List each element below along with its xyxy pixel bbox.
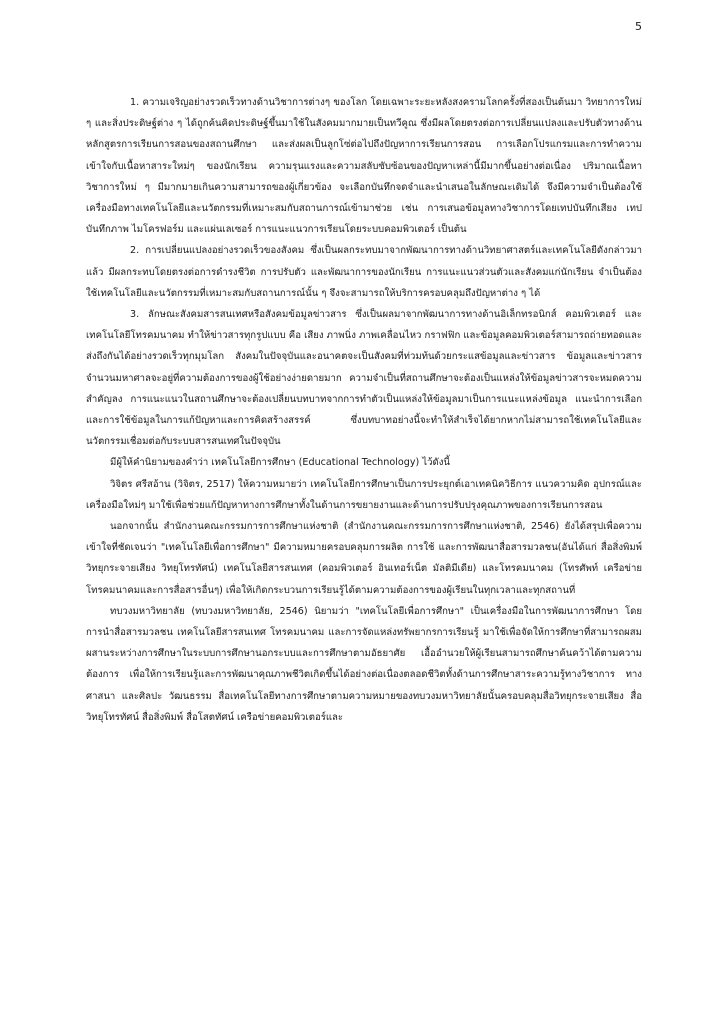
paragraph-world-knowledge-growth: 1. ความเจริญอย่างรวดเร็วทางด้านวิชาการต่างๆ ของโลก โดยเฉพาะระยะหลังสงครามโลกครั้งที่สองเป็นต้นมา วิทยาการใหม่ ๆ และสิ่งประดิษฐ์ต่าง ๆ ได้ถูกค้นคิดประดิษฐ์ขึ้นมาใช้ในสังคมมากมายเป็นทวีคูณ ซึ่งมีผลโดยตรงต่อการเปลี่ยนแปลงและปรับตัวทางด้านหลักสูตรการเรียนการสอนของสถานศึกษา และส่งผลเป็นลูกโซ่ต่อไปถึงปัญหาการเรียนการสอน การเลือกโปรแกรมและการทำความเข้าใจกับเนื้อหาสาระใหม่ๆ ของนักเรียน ความรุนแรงและความสลับซับซ้อนของปัญหาเหล่านี้มีมากขึ้นอย่างต่อเนื่อง ปริมาณเนื้อหาวิชาการใหม่ ๆ มีมากมายเกินความสามารถของผู้เกี่ยวข้อง จะเลือกบันทึกจดจำและนำเสนอในลักษณะเดิมได้ จึงมีความจำเป็นต้องใช้เครื่องมือทางเทคโนโลยีและนวัตกรรมที่เหมาะสมกับสถานการณ์เข้ามาช่วย เช่น การเสนอข้อมูลทางวิชาการโดยเทปบันทึกเสียง เทปบันทึกภาพ ไมโครฟอร์ม และแผ่นเลเซอร์ การแนะแนวการเรียนโดยระบบคอมพิวเตอร์ เป็นต้น <box>86 97 642 236</box>
paragraph-information-society: 3. ลักษณะสังคมสารสนเทศหรือสังคมข้อมูลข่าวสาร ซึ่งเป็นผลมาจากพัฒนาการทางด้านอิเล็กทรอนิกส์ คอมพิวเตอร์ และเทคโนโลยีโทรคมนาคม ทำให้ข่าวสารทุกรูปแบบ คือ เสียง ภาพนิ่ง ภาพเคลื่อนไหว กราฟฟิก และข้อมูลคอมพิวเตอร์สามารถถ่ายทอดและส่งถึงกันได้อย่างรวดเร็วทุกมุมโลก สังคมในปัจจุบันและอนาคตจะเป็นสังคมที่ท่วมท้นด้วยกระแสข้อมูลและข่าวสาร ข้อมูลและข่าวสารจำนวนมหาศาลจะอยู่ที่ความต้องการของผู้ใช้อย่างง่ายดายมาก ความจำเป็นที่สถานศึกษาจะต้องเป็นแหล่งให้ข้อมูลข่าวสารจะหมดความสำคัญลง การแนะแนวในสถานศึกษาจะต้องเปลี่ยนบทบาทจากการทำตัวเป็นแหล่งให้ข้อมูลมาเป็นการแนะแหล่งข้อมูล แนะนำการเลือกและการใช้ข้อมูลในการแก้ปัญหาและการคิดสร้างสรรค์ ซึ่งบทบาทอย่างนี้จะทำให้สำเร็จได้ยากหากไม่สามารถใช้เทคโนโลยีและนวัตกรรมเชื่อมต่อกับระบบสารสนเทศในปัจจุบัน <box>86 309 642 448</box>
document-body <box>86 92 642 728</box>
page-number: 5 <box>635 20 642 33</box>
paragraph-definition-wichit: วิจิตร ศรีสอ้าน (วิจิตร, 2517) ให้ความหมายว่า เทคโนโลยีการศึกษาเป็นการประยุกต์เอาเทคนิควิธีการ แนวความคิด อุปกรณ์และเครื่องมือใหม่ๆ มาใช้เพื่อช่วยแก้ปัญหาทางการศึกษาทั้งในด้านการขยายงานและด้านการปรับปรุงคุณภาพของการเรียนการสอน <box>86 478 642 511</box>
paragraph-definition-onec: นอกจากนั้น สำนักงานคณะกรรมการการศึกษาแห่งชาติ (สำนักงานคณะกรรมการการศึกษาแห่งชาติ, 2546) ยังได้สรุปเพื่อความเข้าใจที่ชัดเจนว่า "เทคโนโลยีเพื่อการศึกษา" มีความหมายครอบคลุมการผลิต การใช้ และการพัฒนาสื่อสารมวลชน(อันได้แก่ สื่อสิ่งพิมพ์ วิทยุกระจายเสียง วิทยุโทรทัศน์) เทคโนโลยีสารสนเทศ (คอมพิวเตอร์ อินเทอร์เน็ต มัลติมีเดีย) และโทรคมนาคม (โทรศัพท์ เครือข่ายโทรคมนาคมและการสื่อสารอื่นๆ) เพื่อให้เกิดกระบวนการเรียนรู้ได้ตามความต้องการของผู้เรียนในทุกเวลาและทุกสถานที่ <box>86 521 642 596</box>
paragraph-social-change: 2. การเปลี่ยนแปลงอย่างรวดเร็วของสังคม ซึ่งเป็นผลกระทบมาจากพัฒนาการทางด้านวิทยาศาสตร์และเทคโนโลยีดังกล่าวมาแล้ว มีผลกระทบโดยตรงต่อการดำรงชีวิต การปรับตัว และพัฒนาการของนักเรียน การแนะแนวส่วนตัวและสังคมแก่นักเรียน จำเป็นต้องใช้เทคโนโลยีและนวัตกรรมที่เหมาะสมกับสถานการณ์นั้น ๆ จึงจะสามารถให้บริการครอบคลุมถึงปัญหาต่าง ๆ ได้ <box>86 245 642 299</box>
paragraph-definition-university-affairs: ทบวงมหาวิทยาลัย (ทบวงมหาวิทยาลัย, 2546) นิยามว่า "เทคโนโลยีเพื่อการศึกษา" เป็นเครื่องมือในการพัฒนาการศึกษา โดยการนำสื่อสารมวลชน เทคโนโลยีสารสนเทศ โทรคมนาคม และการจัดแหล่งทรัพยากรการเรียนรู้ มาใช้เพื่อจัดให้การศึกษาที่สามารถผสมผสานระหว่างการศึกษาในระบบการศึกษานอกระบบและการศึกษาตามอัธยาศัย เอื้ออำนวยให้ผู้เรียนสามารถศึกษาค้นคว้าได้ตามความต้องการ เพื่อให้การเรียนรู้และการพัฒนาคุณภาพชีวิตเกิดขึ้นได้อย่างต่อเนื่องตลอดชีวิตทั้งด้านการศึกษาสาระความรู้ทางวิชาการ ทางศาสนา และศิลปะ วัฒนธรรม สื่อเทคโนโลยีทางการศึกษาตามความหมายของทบวงมหาวิทยาลัยนั้นครอบคลุมสื่อวิทยุกระจายเสียง สื่อวิทยุโทรทัศน์ สื่อสิ่งพิมพ์ สื่อโสตทัศน์ เครือข่ายคอมพิวเตอร์และ <box>86 605 642 723</box>
paragraph-definitions-intro: มีผู้ให้คำนิยามของคำว่า เทคโนโลยีการศึกษา (Educational Technology) ไว้ดังนี้ <box>110 457 450 469</box>
